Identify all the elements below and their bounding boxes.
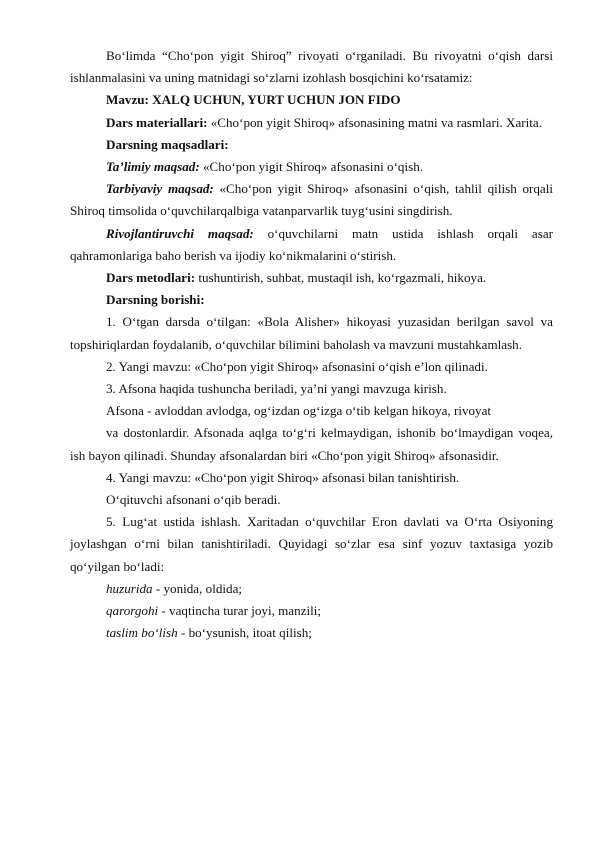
vocab-definition: - vaqtincha turar joyi, manzili; (158, 603, 322, 619)
methods-text: tushuntirish, suhbat, mustaqil ish, ko‘rgazmali, hikoya. (195, 270, 487, 286)
goal-upbringing (70, 178, 553, 222)
lesson-topic: Mavzu: XALQ UCHUN, YURT UCHUN JON FIDO (106, 92, 401, 108)
legend-continuation: va dostonlardir. Afsonada aqlga to‘g‘ri kelmaydigan, ishonib bo‘lmaydigan voqea, ish bayon qilinadi. Shunday afsonalardan biri «Cho‘pon yigit Shiroq» afsonasidir. (70, 425, 553, 463)
step-4: 4. Yangi mavzu: «Cho‘pon yigit Shiroq» afsonasi bilan tanishtirish. (106, 469, 460, 485)
vocab-term: huzurida (106, 580, 153, 596)
step-2: 2. Yangi mavzu: «Cho‘pon yigit Shiroq» afsonasini o‘qish e’lon qilinadi. (106, 358, 488, 374)
goal-educational-text: «Cho‘pon yigit Shiroq» afsonasini o‘qish. (199, 159, 424, 175)
process-heading: Darsning borishi: (106, 292, 205, 308)
lesson-materials (70, 112, 553, 134)
goals-heading: Darsning maqsadlari: (106, 136, 229, 152)
teacher-reads: O‘qituvchi afsonani o‘qib beradi. (106, 492, 281, 508)
goal-upbringing-label: Tarbiyaviy maqsad: (106, 181, 214, 197)
goal-developmental (70, 223, 553, 267)
materials-text: «Cho‘pon yigit Shiroq» afsonasining matni va rasmlari. Xarita. (207, 114, 543, 130)
lesson-methods (70, 267, 553, 289)
legend-definition: Afsona - avloddan avlodga, og‘izdan og‘izga o‘tib kelgan hikoya, rivoyat (106, 403, 492, 419)
methods-label: Dars metodlari: (106, 270, 196, 286)
step-1: 1. O‘tgan darsda o‘tilgan: «Bola Alisher» hikoyasi yuzasidan berilgan savol va topshiriqlardan foydalanib, o‘quvchilar bilimini baholash va mavzuni mustahkamlash. (70, 314, 553, 352)
goal-educational-label: Ta’limiy maqsad: (106, 159, 200, 175)
step-5: 5. Lug‘at ustida ishlash. Xaritadan o‘quvchilar Eron davlati va O‘rta Osiyoning joylashgan o‘rni bilan tanishtiriladi. Quyidagi so‘zlar esa sinf yozuv taxtasiga yozib qo‘yilgan bo‘ladi: (70, 514, 553, 574)
goal-upbringing-text: «Cho‘pon yigit Shiroq» afsonasini o‘qish, tahlil qilish orqali Shiroq timsolida o‘quvchilarqalbiga vatanparvarlik tuyg‘usini singdirish. (70, 181, 553, 219)
goal-developmental-label: Rivojlantiruvchi maqsad: (106, 225, 254, 241)
vocab-definition: - yonida, oldida; (152, 580, 243, 596)
vocab-definition: - bo‘ysunish, itoat qilish; (177, 625, 312, 641)
step-3: 3. Afsona haqida tushuncha beriladi, ya’ni yangi mavzuga kirish. (106, 381, 447, 397)
vocab-term: qarorgohi (106, 603, 159, 619)
goal-educational (70, 156, 553, 178)
intro-paragraph: Bo‘limda “Cho‘pon yigit Shiroq” rivoyati o‘rganiladi. Bu rivoyatni o‘qish darsi ishlanmalasini va uning matnidagi so‘zlarni izohlash bosqichini ko‘rsatamiz: (70, 48, 553, 86)
goal-developmental-text: o‘quvchilarni matn ustida ishlash orqali asar qahramonlariga baho berish va ijodiy ko‘nikmalarini o‘stirish. (70, 225, 553, 263)
vocab-term: taslim bo‘lish (106, 625, 178, 641)
vocab-item (70, 600, 553, 622)
vocab-item (70, 578, 553, 600)
vocab-item (70, 622, 553, 644)
materials-label: Dars materiallari: (106, 114, 208, 130)
